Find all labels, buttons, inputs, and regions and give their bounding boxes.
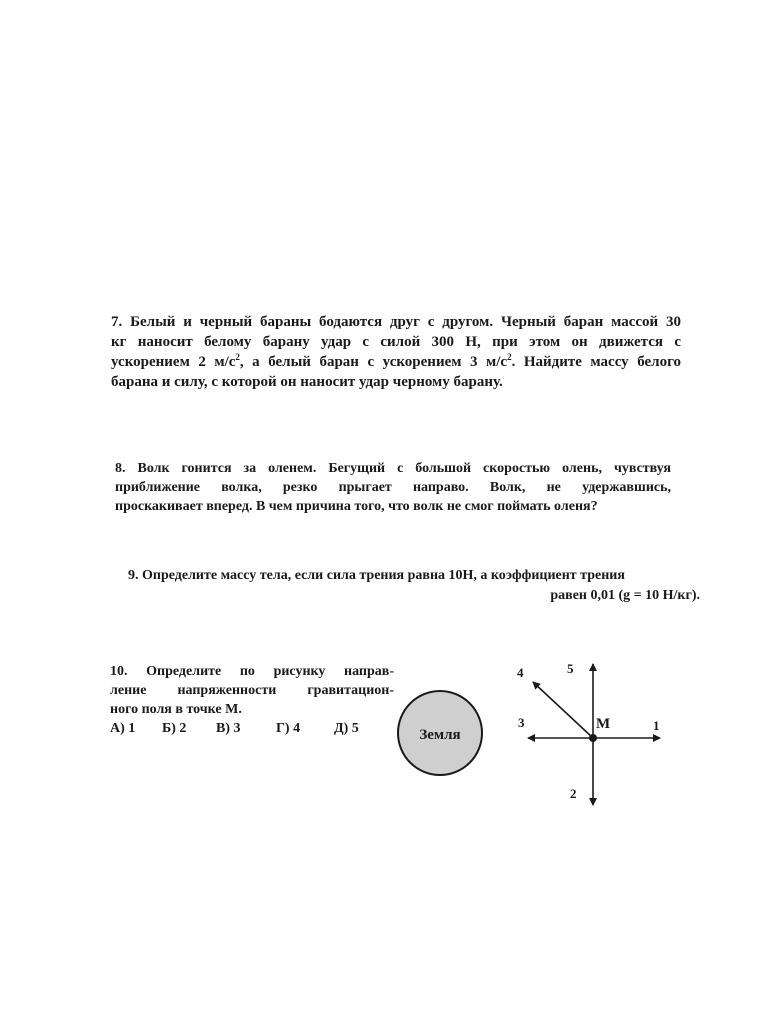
problem-10-line-1: 10. Определите по рисунку направ- — [110, 664, 394, 679]
problem-7-line-2: кг наносит белому барану удар с силой 300 Н, при этом он движется с — [111, 334, 681, 350]
problem-7-exponent-2: 2 — [507, 352, 512, 362]
problem-10 — [110, 662, 394, 738]
answer-option-d: Г) 4 — [276, 721, 301, 736]
problem-9-line-2: равен 0,01 (g = 10 Н/кг). — [550, 588, 700, 603]
problem-9-line-1: 9. Определите массу тела, если сила трения равна 10Н, а коэффициент трения — [128, 568, 625, 583]
point-m-label: М — [596, 716, 611, 732]
arrow-4 — [533, 682, 593, 738]
problem-8-line-2: приближение волка, резко прыгает направо. Волк, не удержавшись, — [115, 480, 671, 495]
arrow-1-label: 1 — [653, 718, 660, 733]
problem-7-line-3 — [111, 352, 681, 372]
arrow-2-label: 2 — [570, 786, 577, 801]
problem-7-exponent-1: 2 — [235, 352, 240, 362]
arrow-5-label: 5 — [567, 661, 574, 676]
problem-7 — [111, 312, 681, 392]
problem-8 — [115, 459, 671, 516]
problem-10-line-2: ление напряженности гравитацион- — [110, 683, 394, 698]
problem-10-line-3: ного поля в точке М. — [110, 702, 242, 717]
problem-7-line-3-part-a: ускорением 2 м/с — [111, 354, 236, 370]
problem-7-line-4: барана и силу, с которой он наносит удар черному барану. — [111, 374, 503, 390]
arrow-3-label: 3 — [518, 715, 525, 730]
answer-options — [110, 719, 394, 738]
answer-option-e: Д) 5 — [334, 721, 359, 736]
problem-7-line-3-part-c: . Найдите массу белого — [511, 354, 682, 370]
answer-option-b: Б) 2 — [162, 721, 187, 736]
problem-9 — [128, 566, 700, 606]
problem-8-line-3: проскакивает вперед. В чем причина того, что волк не смог поймать оленя? — [115, 499, 598, 514]
answer-option-a: А) 1 — [110, 721, 136, 736]
point-m-dot — [589, 734, 597, 742]
problem-7-line-3-part-b: , а белый баран с ускорением 3 м/с — [239, 354, 508, 370]
arrow-4-label: 4 — [517, 665, 524, 680]
gravitational-field-diagram — [390, 650, 690, 820]
answer-option-c: В) 3 — [216, 721, 241, 736]
earth-label: Земля — [419, 727, 461, 743]
problem-7-line-1: 7. Белый и черный бараны бодаются друг с другом. Черный баран массой 30 — [111, 314, 681, 330]
problem-8-line-1: 8. Волк гонится за оленем. Бегущий с большой скоростью олень, чувствуя — [115, 461, 671, 476]
